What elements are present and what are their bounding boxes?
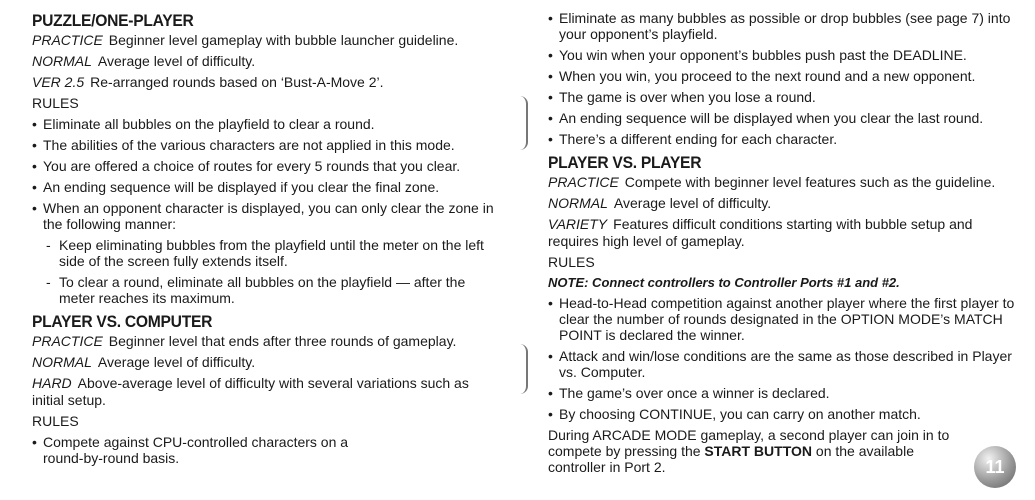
mode-label: PRACTICE bbox=[32, 333, 103, 349]
mode-ver25 bbox=[32, 74, 502, 91]
mode-variety bbox=[548, 216, 1016, 250]
list-item: • When you win, you proceed to the next round and a new opponent. bbox=[548, 68, 1016, 84]
mode-label: NORMAL bbox=[548, 195, 608, 211]
list-item: • An ending sequence will be displayed if you clear the final zone. bbox=[32, 179, 502, 195]
mode-label: PRACTICE bbox=[32, 32, 103, 48]
mode-hard bbox=[32, 375, 502, 409]
mode-text: Average level of difficulty. bbox=[613, 195, 772, 211]
closing-text-end: on the available controller in Port 2. bbox=[548, 443, 914, 475]
rules-label: RULES bbox=[548, 254, 595, 270]
mode-label: HARD bbox=[32, 375, 72, 391]
list-item: • An ending sequence will be displayed when you clear the last round. bbox=[548, 110, 1016, 126]
pvc-heading: PLAYER VS. COMPUTER bbox=[32, 312, 213, 331]
mode-text: Compete with beginner level features such as the guideline. bbox=[624, 174, 996, 190]
start-button-label: START BUTTON bbox=[704, 443, 813, 459]
list-item: • Compete against CPU-controlled characters on a round-by-round basis. bbox=[32, 434, 383, 466]
list-item: • The game is over when you lose a round. bbox=[548, 89, 1016, 105]
sub-list-item: - To clear a round, eliminate all bubbles on the playfield — after the meter reaches its maximum. bbox=[46, 274, 502, 306]
pvc-rules-list bbox=[32, 434, 502, 466]
mode-text: Average level of difficulty. bbox=[97, 53, 256, 69]
right-column bbox=[548, 10, 1016, 479]
list-item: • Eliminate as many bubbles as possible or drop bubbles (see page 7) into your opponent’s playfield. bbox=[548, 10, 1016, 42]
left-column bbox=[32, 10, 502, 471]
mode-text: Beginner level gameplay with bubble launcher guideline. bbox=[108, 32, 459, 48]
mode-normal bbox=[32, 354, 502, 371]
mode-text: Features difficult conditions starting with bubble setup and requires high level of gameplay. bbox=[548, 216, 973, 249]
pvc-rules-continued bbox=[548, 10, 1016, 147]
puzzle-heading: PUZZLE/ONE-PLAYER bbox=[32, 11, 194, 30]
list-item: • Head-to-Head competition against another player where the first player to clear the number of rounds designated in the OPTION MODE’s MATCH POINT is declared the winner. bbox=[548, 295, 1016, 343]
rules-label: RULES bbox=[32, 95, 79, 111]
mode-label: NORMAL bbox=[32, 354, 92, 370]
list-item: • You win when your opponent’s bubbles push past the DEADLINE. bbox=[548, 47, 1016, 63]
mode-label: VER 2.5 bbox=[32, 74, 85, 90]
mode-practice bbox=[32, 333, 502, 350]
margin-brace-bottom bbox=[516, 344, 528, 394]
page-number: 11 bbox=[985, 456, 1005, 477]
closing-text: During ARCADE MODE gameplay, a second player can join in to compete by pressing the bbox=[548, 427, 950, 459]
puzzle-rules-list bbox=[32, 116, 502, 306]
mode-label: PRACTICE bbox=[548, 174, 619, 190]
mode-text: Above-average level of difficulty with several variations such as initial setup. bbox=[32, 375, 469, 408]
mode-normal bbox=[548, 195, 1016, 212]
pvp-heading: PLAYER VS. PLAYER bbox=[548, 153, 702, 172]
mode-normal bbox=[32, 53, 502, 70]
mode-label: NORMAL bbox=[32, 53, 92, 69]
list-item: • The game’s over once a winner is declared. bbox=[548, 385, 1016, 401]
page-number-badge bbox=[974, 446, 1016, 488]
mode-text: Average level of difficulty. bbox=[97, 354, 256, 370]
pvp-rules-list bbox=[548, 295, 1016, 422]
mode-label: VARIETY bbox=[548, 216, 608, 232]
rules-label: RULES bbox=[32, 413, 79, 429]
list-item: • There’s a different ending for each character. bbox=[548, 131, 1016, 147]
list-item: • Eliminate all bubbles on the playfield to clear a round. bbox=[32, 116, 502, 132]
list-item: • By choosing CONTINUE, you can carry on another match. bbox=[548, 406, 1016, 422]
mode-practice bbox=[32, 32, 502, 49]
controller-note: NOTE: Connect controllers to Controller Ports #1 and #2. bbox=[548, 275, 900, 290]
margin-brace-top bbox=[516, 96, 528, 150]
closing-paragraph bbox=[548, 427, 958, 475]
list-item: • Attack and win/lose conditions are the same as those described in Player vs. Computer. bbox=[548, 348, 1016, 380]
list-item: • You are offered a choice of routes for every 5 rounds that you clear. bbox=[32, 158, 502, 174]
list-item: • The abilities of the various characters are not applied in this mode. bbox=[32, 137, 502, 153]
mode-practice bbox=[548, 174, 1016, 191]
mode-text: Re-arranged rounds based on ‘Bust-A-Move 2’. bbox=[90, 74, 384, 90]
sub-list-item: - Keep eliminating bubbles from the playfield until the meter on the left side of the screen fully extends itself. bbox=[46, 237, 502, 269]
list-item: • When an opponent character is displayed, you can only clear the zone in the following manner: bbox=[32, 200, 502, 232]
mode-text: Beginner level that ends after three rounds of gameplay. bbox=[108, 333, 457, 349]
